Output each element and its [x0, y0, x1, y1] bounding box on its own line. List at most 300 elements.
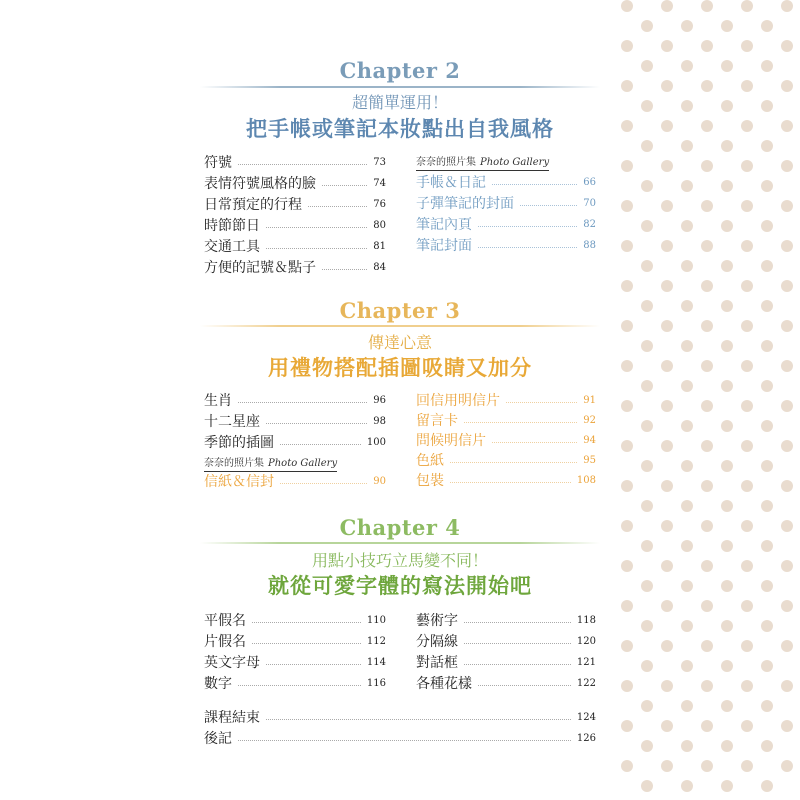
- decorative-dot: [681, 260, 693, 272]
- toc-entry[interactable]: [204, 631, 386, 651]
- decorative-dot: [661, 480, 673, 492]
- decorative-dot: [721, 180, 733, 192]
- toc-entry-label: 包裝: [416, 473, 444, 489]
- decorative-dot: [621, 160, 633, 172]
- toc-entry-page: 70: [583, 197, 596, 209]
- decorative-dot: [761, 340, 773, 352]
- decorative-dot: [781, 40, 793, 52]
- dot-leader: [238, 164, 367, 165]
- toc-entry[interactable]: [416, 470, 596, 490]
- decorative-dot: [781, 160, 793, 172]
- toc-entry-label: 筆記封面: [416, 238, 472, 254]
- dot-leader: [464, 664, 571, 665]
- decorative-dot: [681, 500, 693, 512]
- decorative-dot: [621, 680, 633, 692]
- decorative-dot: [741, 600, 753, 612]
- toc-entry-page: 108: [576, 474, 596, 486]
- decorative-dot: [741, 560, 753, 572]
- decorative-dot: [661, 200, 673, 212]
- dot-leader: [492, 184, 577, 185]
- toc-entry-label: 筆記內頁: [416, 217, 472, 233]
- dot-leader: [478, 247, 577, 248]
- decorative-dot: [641, 20, 653, 32]
- decorative-dot: [681, 20, 693, 32]
- toc-entry-page: 82: [583, 218, 596, 230]
- decorative-dot: [781, 400, 793, 412]
- toc-entry-label: 方便的記號＆點子: [204, 260, 316, 276]
- decorative-dot: [721, 60, 733, 72]
- decorative-dot: [701, 200, 713, 212]
- decorative-dot: [701, 480, 713, 492]
- dot-leader: [506, 402, 577, 403]
- decorative-dot: [781, 480, 793, 492]
- decorative-dot: [781, 280, 793, 292]
- decorative-dot: [701, 680, 713, 692]
- toc-entry-page: 126: [576, 732, 596, 744]
- decorative-dot: [721, 380, 733, 392]
- decorative-dot: [741, 640, 753, 652]
- decorative-dot: [681, 100, 693, 112]
- decorative-dot: [721, 100, 733, 112]
- dot-leader: [238, 740, 571, 741]
- toc-entry-page: 76: [373, 198, 386, 210]
- decorative-dot: [681, 700, 693, 712]
- dot-leader: [450, 482, 571, 483]
- decorative-dot: [701, 440, 713, 452]
- toc-entry-page: 112: [366, 635, 386, 647]
- chapter-subtitle: 用點小技巧立馬變不同！: [311, 551, 488, 570]
- toc-entry[interactable]: [204, 432, 386, 452]
- decorative-dot: [721, 660, 733, 672]
- dot-leader: [238, 402, 367, 403]
- decorative-dot: [701, 160, 713, 172]
- dot-leader: [252, 622, 361, 623]
- toc-entry-page: 98: [373, 415, 386, 427]
- toc-entry[interactable]: [416, 214, 596, 234]
- toc-entry-page: 95: [583, 454, 596, 466]
- toc-entry-page: 94: [583, 434, 596, 446]
- toc-entry-page: 110: [366, 614, 386, 626]
- decorative-dot: [621, 520, 633, 532]
- gallery-label-en: Photo Gallery: [480, 157, 550, 168]
- decorative-dot: [621, 0, 633, 12]
- decorative-dot: [721, 580, 733, 592]
- decorative-dot: [641, 460, 653, 472]
- gallery-label-zh: 奈奈的照片集: [416, 157, 476, 168]
- toc-entry-label: 回信用明信片: [416, 393, 500, 409]
- decorative-dot: [741, 160, 753, 172]
- toc-entry[interactable]: [204, 673, 386, 693]
- dot-leader: [322, 269, 367, 270]
- toc-entry-label: 各種花樣: [416, 676, 472, 692]
- toc-entry[interactable]: [416, 193, 596, 213]
- decorative-dot: [621, 80, 633, 92]
- toc-entry-label: 藝術字: [416, 613, 458, 629]
- toc-entry-page: 66: [583, 176, 596, 188]
- toc-entry[interactable]: [204, 411, 386, 431]
- decorative-dot: [701, 520, 713, 532]
- dot-leader: [266, 423, 367, 424]
- dot-leader: [308, 206, 367, 207]
- decorative-dot: [641, 260, 653, 272]
- decorative-dot: [661, 120, 673, 132]
- decorative-dot: [661, 360, 673, 372]
- dot-leader: [478, 685, 571, 686]
- decorative-dot: [681, 300, 693, 312]
- decorative-dot: [741, 320, 753, 332]
- decorative-dot: [781, 240, 793, 252]
- decorative-dot: [741, 520, 753, 532]
- decorative-dot: [741, 440, 753, 452]
- toc-entry-label: 數字: [204, 676, 232, 692]
- toc-entry-page: 81: [373, 240, 386, 252]
- decorative-dot: [621, 240, 633, 252]
- chapter-heading: 用禮物搭配插圖吸睛又加分: [268, 356, 532, 380]
- decorative-dot: [701, 280, 713, 292]
- toc-entry[interactable]: [204, 471, 386, 491]
- decorative-dot: [641, 100, 653, 112]
- toc-entry-label: 色紙: [416, 453, 444, 469]
- decorative-dot: [621, 320, 633, 332]
- toc-entry-label: 日常預定的行程: [204, 197, 302, 213]
- chapter-title: Chapter 4: [339, 515, 461, 540]
- decorative-dot: [621, 720, 633, 732]
- toc-entry-label: 後記: [204, 731, 232, 747]
- chapter-heading: 就從可愛字體的寫法開始吧: [268, 574, 532, 598]
- dot-leader: [266, 227, 367, 228]
- decorative-dot: [741, 480, 753, 492]
- toc-entry-label: 子彈筆記的封面: [416, 196, 514, 212]
- photo-gallery-label: [204, 454, 337, 472]
- toc-entry-page: 80: [373, 219, 386, 231]
- decorative-dot: [621, 480, 633, 492]
- decorative-dot: [641, 340, 653, 352]
- chapter-title: Chapter 2: [339, 58, 461, 83]
- dot-leader: [280, 444, 361, 445]
- decorative-dot: [761, 580, 773, 592]
- decorative-dot: [721, 460, 733, 472]
- decorative-dot: [761, 380, 773, 392]
- decorative-dot: [741, 40, 753, 52]
- toc-entry-page: 88: [583, 239, 596, 251]
- decorative-dot: [661, 520, 673, 532]
- toc-entry-label: 手帳＆日記: [416, 175, 486, 191]
- decorative-dot: [681, 340, 693, 352]
- decorative-dot: [761, 540, 773, 552]
- decorative-dot: [761, 140, 773, 152]
- toc-entry[interactable]: [416, 450, 596, 470]
- toc-entry-label: 片假名: [204, 634, 246, 650]
- decorative-dot: [761, 420, 773, 432]
- decorative-dot: [621, 640, 633, 652]
- dot-leader: [252, 643, 361, 644]
- toc-entry-label: 交通工具: [204, 239, 260, 255]
- decorative-dot: [681, 780, 693, 792]
- chapter-subtitle: 超簡單運用！: [351, 93, 448, 112]
- decorative-dot: [701, 240, 713, 252]
- decorative-dot: [641, 140, 653, 152]
- decorative-dot: [761, 220, 773, 232]
- toc-entry[interactable]: [204, 610, 386, 630]
- toc-entry-page: 120: [576, 635, 596, 647]
- decorative-dot: [761, 780, 773, 792]
- decorative-dot: [761, 260, 773, 272]
- dot-leader: [464, 422, 577, 423]
- decorative-dot: [621, 600, 633, 612]
- decorative-dot: [741, 360, 753, 372]
- toc-entry-label: 英文字母: [204, 655, 260, 671]
- decorative-dot: [681, 660, 693, 672]
- dot-leader: [266, 664, 361, 665]
- decorative-dot: [621, 760, 633, 772]
- decorative-dot: [661, 240, 673, 252]
- decorative-dot: [641, 660, 653, 672]
- decorative-dot: [761, 500, 773, 512]
- decorative-dot: [721, 300, 733, 312]
- decorative-dot: [661, 280, 673, 292]
- dot-leader: [478, 226, 577, 227]
- decorative-dot: [681, 420, 693, 432]
- toc-entry-page: 100: [366, 436, 386, 448]
- decorative-dot: [781, 600, 793, 612]
- decorative-dot: [641, 300, 653, 312]
- toc-entry[interactable]: [416, 430, 596, 450]
- toc-entry-label: 十二星座: [204, 414, 260, 430]
- dot-leader: [520, 205, 577, 206]
- decorative-dot: [761, 180, 773, 192]
- toc-entry-page: 124: [576, 711, 596, 723]
- decorative-dot: [681, 380, 693, 392]
- decorative-dot: [781, 720, 793, 732]
- decorative-dot: [621, 120, 633, 132]
- decorative-dot: [781, 680, 793, 692]
- chapter-divider: [200, 542, 600, 544]
- decorative-dot: [781, 120, 793, 132]
- toc-entry-page: 96: [373, 394, 386, 406]
- decorative-dot: [761, 700, 773, 712]
- toc-entry-label: 平假名: [204, 613, 246, 629]
- decorative-dot: [721, 260, 733, 272]
- decorative-dot: [641, 220, 653, 232]
- decorative-dot: [641, 420, 653, 432]
- decorative-dot: [661, 680, 673, 692]
- toc-entry[interactable]: [416, 610, 596, 630]
- decorative-dot: [781, 560, 793, 572]
- dot-leader: [492, 442, 577, 443]
- decorative-dot: [661, 0, 673, 12]
- decorative-dot: [721, 340, 733, 352]
- decorative-dot: [701, 360, 713, 372]
- decorative-dot: [721, 20, 733, 32]
- decorative-dot: [621, 280, 633, 292]
- decorative-dot: [701, 80, 713, 92]
- toc-entry-page: 122: [576, 677, 596, 689]
- toc-entry[interactable]: [204, 707, 596, 727]
- decorative-dot: [641, 620, 653, 632]
- decorative-dot: [661, 440, 673, 452]
- dot-leader: [450, 462, 577, 463]
- decorative-dot: [621, 200, 633, 212]
- toc-entry-label: 生肖: [204, 393, 232, 409]
- toc-entry-page: 84: [373, 261, 386, 273]
- decorative-dot: [761, 660, 773, 672]
- decorative-dot: [761, 60, 773, 72]
- decorative-dot: [781, 440, 793, 452]
- toc-entry[interactable]: [204, 652, 386, 672]
- decorative-dot: [721, 220, 733, 232]
- decorative-dot: [781, 320, 793, 332]
- decorative-dot: [721, 140, 733, 152]
- decorative-dot: [661, 400, 673, 412]
- decorative-dot: [741, 0, 753, 12]
- decorative-dot: [641, 180, 653, 192]
- gallery-label-zh: 奈奈的照片集: [204, 458, 264, 469]
- dot-leader: [464, 643, 571, 644]
- decorative-dot: [641, 500, 653, 512]
- decorative-dot: [721, 740, 733, 752]
- decorative-dot: [621, 440, 633, 452]
- dot-leader: [238, 685, 361, 686]
- toc-entry-label: 符號: [204, 155, 232, 171]
- decorative-dot: [721, 780, 733, 792]
- dot-leader: [280, 483, 367, 484]
- toc-entry-label: 時節節日: [204, 218, 260, 234]
- decorative-dot: [701, 40, 713, 52]
- toc-entry[interactable]: [416, 631, 596, 651]
- decorative-dot: [701, 560, 713, 572]
- decorative-dot: [761, 620, 773, 632]
- chapter-title: Chapter 3: [339, 298, 461, 323]
- decorative-dot: [761, 20, 773, 32]
- decorative-dot: [681, 220, 693, 232]
- decorative-dot: [641, 740, 653, 752]
- decorative-dot: [661, 600, 673, 612]
- decorative-dot: [661, 40, 673, 52]
- toc-entry-label: 留言卡: [416, 413, 458, 429]
- gallery-label-en: Photo Gallery: [268, 458, 338, 469]
- decorative-dot: [721, 540, 733, 552]
- decorative-dot: [661, 760, 673, 772]
- toc-entry[interactable]: [416, 172, 596, 192]
- decorative-dot: [741, 280, 753, 292]
- decorative-dot: [681, 60, 693, 72]
- decorative-dot: [721, 420, 733, 432]
- dot-leader: [322, 185, 367, 186]
- decorative-dot: [701, 600, 713, 612]
- decorative-dot: [621, 40, 633, 52]
- decorative-dot: [681, 740, 693, 752]
- decorative-dot: [641, 380, 653, 392]
- decorative-dot: [781, 80, 793, 92]
- decorative-dot: [641, 540, 653, 552]
- toc-entry[interactable]: [204, 236, 386, 256]
- toc-entry-page: 114: [366, 656, 386, 668]
- decorative-dot: [641, 700, 653, 712]
- toc-entry[interactable]: [204, 215, 386, 235]
- decorative-dot: [661, 640, 673, 652]
- toc-entry-label: 分隔線: [416, 634, 458, 650]
- decorative-dot: [701, 720, 713, 732]
- photo-gallery-label: [416, 153, 549, 171]
- toc-entry[interactable]: [204, 728, 596, 748]
- toc-entry-page: 92: [583, 414, 596, 426]
- toc-entry-page: 121: [576, 656, 596, 668]
- decorative-dot: [641, 780, 653, 792]
- decorative-dot: [741, 760, 753, 772]
- dot-leader: [464, 622, 571, 623]
- toc-entry-label: 課程結束: [204, 710, 260, 726]
- dot-leader: [266, 719, 571, 720]
- decorative-dot: [681, 180, 693, 192]
- decorative-dot: [701, 320, 713, 332]
- chapter-subtitle: 傳達心意: [367, 333, 432, 352]
- decorative-dot: [761, 100, 773, 112]
- toc-entry[interactable]: [416, 652, 596, 672]
- decorative-dot: [741, 680, 753, 692]
- toc-entry[interactable]: [204, 194, 386, 214]
- decorative-dot: [741, 120, 753, 132]
- decorative-dot: [681, 460, 693, 472]
- toc-entry-page: 116: [366, 677, 386, 689]
- decorative-dot: [781, 760, 793, 772]
- dot-leader: [266, 248, 367, 249]
- decorative-dot: [741, 720, 753, 732]
- toc-entry[interactable]: [204, 390, 386, 410]
- decorative-dot: [721, 620, 733, 632]
- decorative-dot: [701, 0, 713, 12]
- decorative-dot: [721, 700, 733, 712]
- decorative-dot: [741, 80, 753, 92]
- toc-entry[interactable]: [416, 235, 596, 255]
- decorative-dot: [721, 500, 733, 512]
- decorative-dot: [661, 320, 673, 332]
- decorative-dot: [641, 60, 653, 72]
- decorative-dot: [781, 640, 793, 652]
- toc-entry[interactable]: [204, 173, 386, 193]
- toc-entry-label: 問候明信片: [416, 433, 486, 449]
- chapter-divider: [200, 325, 600, 327]
- toc-entry[interactable]: [416, 390, 596, 410]
- toc-entry-label: 表情符號風格的臉: [204, 176, 316, 192]
- decorative-dot: [661, 720, 673, 732]
- toc-entry-page: 73: [373, 156, 386, 168]
- decorative-dot: [641, 580, 653, 592]
- decorative-dot: [681, 620, 693, 632]
- decorative-dot: [661, 160, 673, 172]
- toc-entry[interactable]: [416, 673, 596, 693]
- decorative-dot: [781, 0, 793, 12]
- decorative-dot: [741, 200, 753, 212]
- decorative-dot: [621, 560, 633, 572]
- toc-entry-label: 信紙＆信封: [204, 474, 274, 490]
- decorative-dot: [661, 560, 673, 572]
- toc-entry[interactable]: [416, 410, 596, 430]
- decorative-dot: [701, 760, 713, 772]
- decorative-dot: [701, 120, 713, 132]
- toc-entry[interactable]: [204, 152, 386, 172]
- toc-entry[interactable]: [204, 257, 386, 277]
- toc-entry-label: 對話框: [416, 655, 458, 671]
- toc-entry-page: 91: [583, 394, 596, 406]
- chapter-heading: 把手帳或筆記本妝點出自我風格: [246, 117, 554, 141]
- decorative-dot: [621, 360, 633, 372]
- decorative-dot: [761, 300, 773, 312]
- decorative-dot: [681, 140, 693, 152]
- decorative-dot: [781, 200, 793, 212]
- decorative-dot: [741, 240, 753, 252]
- toc-entry-page: 74: [373, 177, 386, 189]
- decorative-dot: [681, 580, 693, 592]
